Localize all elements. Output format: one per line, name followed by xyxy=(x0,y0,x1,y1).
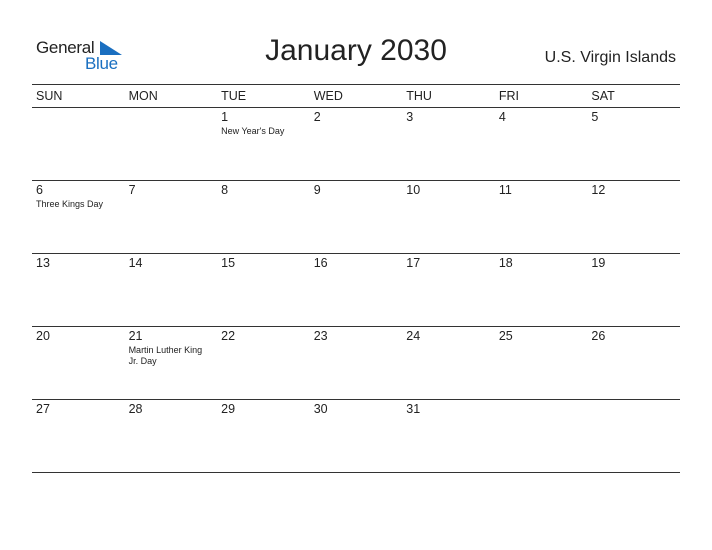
day-cell xyxy=(402,400,495,472)
day-number: 18 xyxy=(498,256,513,270)
day-cell xyxy=(32,254,125,326)
day-number: 2 xyxy=(313,110,321,124)
day-cell xyxy=(495,254,588,326)
day-cell xyxy=(32,327,125,399)
day-cell xyxy=(587,181,680,253)
calendar-week-row xyxy=(32,108,680,181)
day-cell xyxy=(310,254,403,326)
day-cell xyxy=(310,181,403,253)
day-cell xyxy=(587,327,680,399)
day-number: 17 xyxy=(406,256,421,270)
day-number: 16 xyxy=(313,256,328,270)
day-number: 8 xyxy=(221,183,229,197)
day-number: 31 xyxy=(406,402,421,416)
day-cell xyxy=(217,400,310,472)
day-number: 11 xyxy=(498,183,512,197)
logo-text-blue: Blue xyxy=(85,54,118,73)
day-number: 4 xyxy=(498,110,506,124)
day-cell xyxy=(495,400,588,472)
day-number: 3 xyxy=(406,110,414,124)
day-cell xyxy=(310,108,403,180)
calendar-grid xyxy=(32,84,680,473)
day-cell xyxy=(125,327,218,399)
day-cell xyxy=(587,254,680,326)
holiday-label: Three Kings Day xyxy=(36,199,104,209)
logo-text-general: General xyxy=(36,38,95,57)
day-number: 29 xyxy=(221,402,236,416)
day-number: 15 xyxy=(221,256,236,270)
day-number: 5 xyxy=(591,110,599,124)
day-cell xyxy=(587,400,680,472)
day-cell xyxy=(402,181,495,253)
day-cell xyxy=(32,181,125,253)
calendar-week-row xyxy=(32,400,680,473)
day-cell xyxy=(217,181,310,253)
day-number: 19 xyxy=(591,256,606,270)
day-number: 22 xyxy=(221,329,236,343)
day-cell xyxy=(125,254,218,326)
weekday-header: MON xyxy=(128,89,158,103)
weekday-header-row xyxy=(32,85,680,108)
holiday-label: Martin Luther King Jr. Day xyxy=(128,345,203,366)
weekday-header: TUE xyxy=(221,89,247,103)
weekday-header: SUN xyxy=(36,89,63,103)
day-number: 30 xyxy=(313,402,328,416)
day-number: 1 xyxy=(221,110,229,124)
day-number: 24 xyxy=(406,329,421,343)
day-cell xyxy=(310,400,403,472)
day-number: 14 xyxy=(128,256,143,270)
day-cell xyxy=(217,327,310,399)
day-cell xyxy=(495,327,588,399)
day-number: 13 xyxy=(36,256,50,270)
page-title: January 2030 xyxy=(265,34,447,67)
day-number: 25 xyxy=(498,329,513,343)
weekday-header: SAT xyxy=(591,89,615,103)
holiday-label: New Year's Day xyxy=(221,126,285,136)
day-number: 7 xyxy=(128,183,136,197)
day-number: 27 xyxy=(36,402,50,416)
day-cell xyxy=(217,108,310,180)
day-cell xyxy=(402,108,495,180)
day-cell xyxy=(217,254,310,326)
weekday-header: WED xyxy=(313,89,343,103)
day-cell xyxy=(125,400,218,472)
day-number: 21 xyxy=(128,329,143,343)
day-cell xyxy=(125,108,218,180)
calendar-week-row xyxy=(32,254,680,327)
weekday-header: FRI xyxy=(498,89,519,103)
day-number: 6 xyxy=(36,183,43,197)
calendar-weeks xyxy=(32,108,680,473)
day-cell xyxy=(310,327,403,399)
day-number: 10 xyxy=(406,183,421,197)
day-cell xyxy=(402,327,495,399)
day-number: 26 xyxy=(591,329,606,343)
region-label: U.S. Virgin Islands xyxy=(544,49,676,66)
day-number: 9 xyxy=(313,183,321,197)
day-cell xyxy=(32,400,125,472)
weekday-header: THU xyxy=(406,89,432,103)
day-cell xyxy=(402,254,495,326)
day-number: 12 xyxy=(591,183,606,197)
day-cell xyxy=(125,181,218,253)
day-cell xyxy=(587,108,680,180)
calendar-week-row xyxy=(32,327,680,400)
day-cell xyxy=(495,181,588,253)
day-number: 28 xyxy=(128,402,143,416)
day-number: 20 xyxy=(36,329,50,343)
day-cell xyxy=(32,108,125,180)
day-number: 23 xyxy=(313,329,328,343)
day-cell xyxy=(495,108,588,180)
calendar-week-row xyxy=(32,181,680,254)
